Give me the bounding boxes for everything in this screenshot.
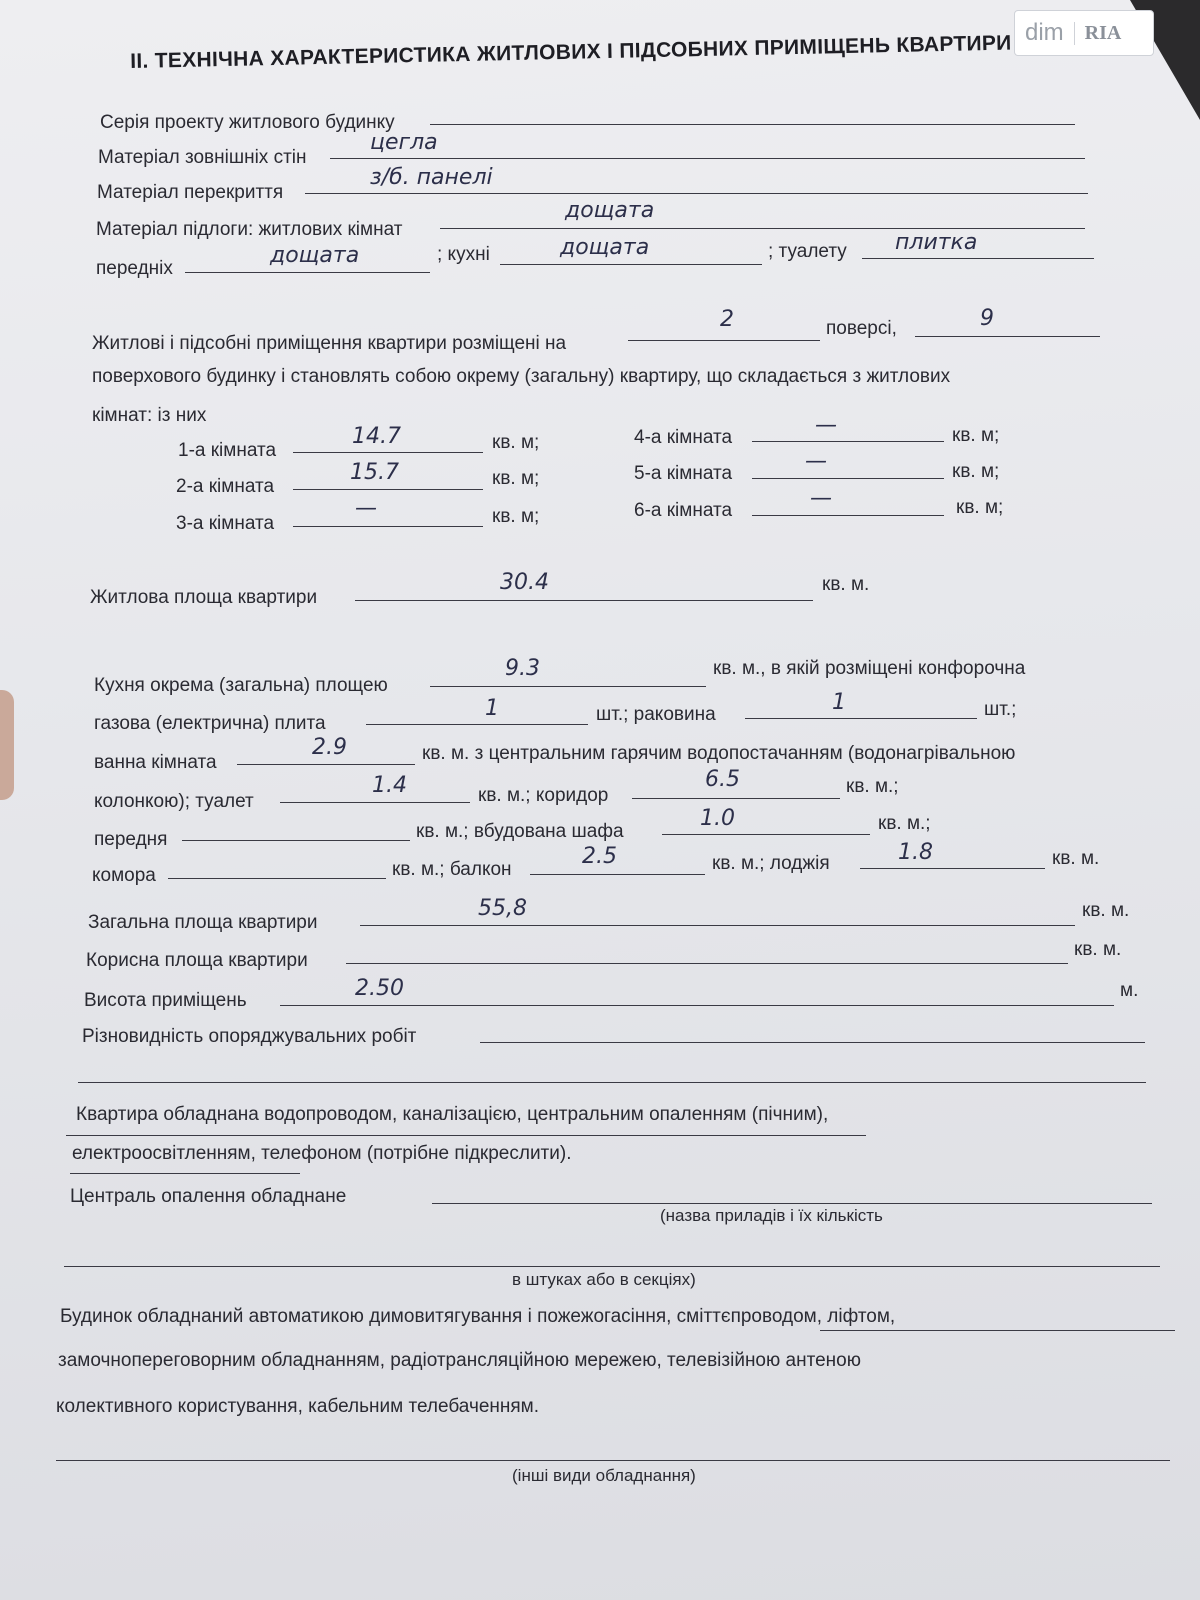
room1-unit: кв. м; [492,432,540,453]
floor-line [628,340,820,341]
kitchen-floor-label: ; кухні [437,244,490,265]
room2-value: 15.7 [350,460,399,485]
living-area-line [355,600,813,601]
page-title: II. ТЕХНІЧНА ХАРАКТЕРИСТИКА ЖИТЛОВИХ І ПІДСОБНИХ ПРИМІЩЕНЬ КВАРТИРИ [130,31,1012,73]
room6-value: — [810,486,832,511]
room6-unit: кв. м; [956,497,1004,518]
toilet-floor-value: плитка [895,230,978,255]
sink-line [745,718,977,719]
useful-area-unit: кв. м. [1074,939,1122,960]
ceiling-value: з/б. панелі [370,165,493,190]
floor-word: поверсі, [826,318,897,339]
height-label: Висота приміщень [84,990,247,1011]
front-line [182,840,410,841]
storage-line [168,878,386,879]
height-unit: м. [1120,980,1139,1001]
equipped-underline-2 [70,1173,300,1174]
height-line [280,1005,1114,1006]
bath-line [237,764,415,765]
balcony-line [530,874,705,875]
kitchen-area-value: 9.3 [505,656,540,681]
room5-value: — [805,449,827,474]
room6-label: 6-а кімната [634,500,733,521]
living-area-label: Житлова площа квартири [90,587,318,608]
loggia-line [860,868,1045,869]
height-value: 2.50 [355,976,404,1001]
column-toilet-label: колонкою); туалет [94,791,254,812]
toilet-floor-label: ; туалету [768,241,847,262]
stove-value: 1 [485,696,499,721]
central-heating-line [432,1203,1152,1204]
ceiling-line [305,193,1088,194]
useful-area-line [346,963,1068,964]
finishing-line-2 [78,1082,1146,1083]
loggia-unit: кв. м. [1052,848,1100,869]
walls-label: Матеріал зовнішніх стін [98,147,307,168]
ceiling-label: Матеріал перекриття [97,182,284,203]
room2-label: 2-а кімната [176,476,275,497]
wardrobe-line [662,834,870,835]
room5-line [752,478,944,479]
corridor-value: 6.5 [705,767,740,792]
room4-line [752,441,944,442]
kitchen-floor-line [500,264,762,265]
living-area-unit: кв. м. [822,574,870,595]
rooms-of-label: кімнат: із них [92,405,207,426]
other-equipment-line [56,1460,1170,1461]
finishing-line [480,1042,1145,1043]
corridor-unit: кв. м.; [846,776,899,797]
watermark-brand: dim [1025,19,1064,46]
front-label: передня [94,829,168,850]
wardrobe-label: кв. м.; вбудована шафа [416,821,624,842]
central-heating-label: Централь опалення обладнане [70,1186,347,1207]
storeys-line [915,336,1100,337]
kitchen-area-label: Кухня окрема (загальна) площею [94,675,388,696]
house-underline-1 [820,1330,1175,1331]
room6-line [752,515,944,516]
living-area-value: 30.4 [500,570,549,595]
floor-rooms-value: дощата [565,198,655,223]
device-note-2: в штуках або в секціях) [512,1270,696,1289]
walls-line [330,158,1085,159]
house-line-3: колективного користування, кабельним телебаченням. [56,1396,540,1417]
useful-area-label: Корисна площа квартири [86,950,308,971]
storage-label: комора [92,865,156,886]
house-line-1: Будинок обладнаний автоматикою димовитягування і пожежогасіння, сміттєпроводом, ліфтом, [60,1306,896,1327]
balcony-value: 2.5 [582,844,617,869]
room5-label: 5-а кімната [634,463,733,484]
wardrobe-value: 1.0 [700,806,735,831]
toilet-area-value: 1.4 [372,773,407,798]
finishing-label: Різновидність опоряджувальних робіт [82,1026,417,1047]
finger-edge [0,690,14,800]
total-area-value: 55,8 [478,896,527,921]
room1-line [293,452,483,453]
room2-line [293,489,483,490]
wardrobe-unit: кв. м.; [878,813,931,834]
device-note-1: (назва приладів і їх кількість [660,1206,883,1225]
toilet-area-line [280,802,470,803]
equipped-line-2: електроосвітленням, телефоном (потрібне підкреслити). [72,1143,572,1164]
kitchen-area-suffix: кв. м., в якій розміщені конфорочна [713,658,1026,679]
building-text: поверхового будинку і становлять собою окрему (загальну) квартиру, що складається з житлових [92,366,951,387]
watermark-logo: RIA [1074,22,1122,45]
hallway-label: передніх [96,258,173,279]
room3-line [293,526,483,527]
room1-value: 14.7 [352,424,401,449]
bath-label: ванна кімната [94,752,217,773]
located-label: Житлові і підсобні приміщення квартири розміщені на [92,333,567,354]
room3-value: — [355,496,377,521]
total-area-line [360,925,1075,926]
floor-rooms-label: Матеріал підлоги: житлових кімнат [96,219,403,240]
series-label: Серія проекту житлового будинку [100,112,395,133]
walls-value: цегла [370,130,438,155]
bath-value: 2.9 [312,735,347,760]
room4-label: 4-а кімната [634,427,733,448]
loggia-label: кв. м.; лоджія [712,853,830,874]
bath-suffix: кв. м. з центральним гарячим водопостачанням (водонагрівальною [422,743,1016,764]
total-area-label: Загальна площа квартири [88,912,318,933]
kitchen-area-line [430,686,706,687]
sink-unit: шт.; [984,699,1017,720]
room4-value: — [815,413,837,438]
room5-unit: кв. м; [952,461,1000,482]
house-line-2: замочнопереговорним обладнанням, радіотрансляційною мережею, телевізійною антеною [58,1350,861,1371]
series-line [430,124,1075,125]
total-area-unit: кв. м. [1082,900,1130,921]
room3-unit: кв. м; [492,506,540,527]
corridor-line [632,798,840,799]
kitchen-floor-value: дощата [560,235,650,260]
storeys-value: 9 [980,306,994,331]
sink-label: шт.; раковина [596,704,716,725]
corridor-label: кв. м.; коридор [478,785,609,806]
equipped-underline-1 [66,1135,866,1136]
room1-label: 1-а кімната [178,440,277,461]
other-equipment-note: (інші види обладнання) [512,1466,696,1485]
room3-label: 3-а кімната [176,513,275,534]
sink-value: 1 [832,690,846,715]
device-line [64,1266,1160,1267]
toilet-floor-line [862,258,1094,259]
hallway-line [185,272,430,273]
loggia-value: 1.8 [898,840,933,865]
hallway-value: дощата [270,243,360,268]
floor-rooms-line [440,228,1085,229]
stove-label: газова (електрична) плита [94,713,326,734]
room4-unit: кв. м; [952,425,1000,446]
equipped-line-1: Квартира обладнана водопроводом, каналізацією, центральним опаленням (пічним), [76,1104,829,1125]
room2-unit: кв. м; [492,468,540,489]
stove-line [366,724,588,725]
floor-value: 2 [720,307,734,332]
balcony-label: кв. м.; балкон [392,859,512,880]
